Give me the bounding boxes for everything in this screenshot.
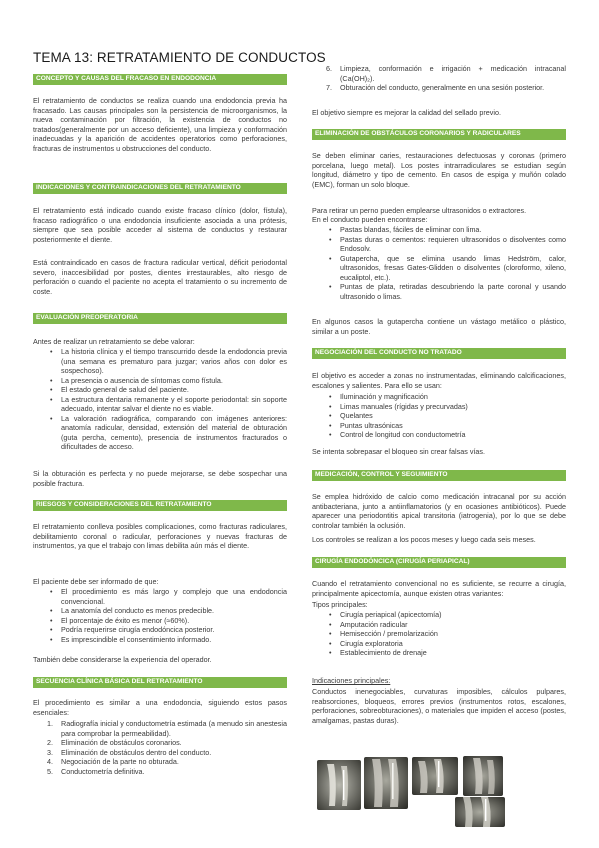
- section-header-secuencia: SECUENCIA CLÍNICA BÁSICA DEL RETRATAMIENTO: [33, 677, 287, 688]
- list-item: • Es imprescindible el consentimiento informado.: [33, 635, 287, 645]
- section-header-negociacion: NEGOCIACIÓN DEL CONDUCTO NO TRATADO: [312, 348, 566, 359]
- paragraph-negociacion-outro: Se intenta sobrepasar el bloqueo sin crear falsas vías.: [312, 447, 485, 456]
- list-item: • Cirugía exploratoria: [312, 639, 566, 649]
- paragraph-eliminacion-conducto: En el conducto pueden encontrarse:: [312, 215, 428, 224]
- paragraph-concepto: El retratamiento de conductos se realiza cuando una endodoncia previa ha fracasado. Las causas principales son la persistencia de microorganismos, la nueva contaminación por filtración, la existencia de conductos no tratados(generalmente por un acceso deficiente), una limpieza y conformación inadecuadas y la aparición de accidentes operatorios como perforaciones, fracturas de instrumentos u obstrucciones del conducto.: [33, 96, 287, 153]
- list-item: • Control de longitud con conductometría: [312, 430, 566, 440]
- paragraph-indicaciones: El retratamiento está indicado cuando existe fracaso clínico (dolor, fístula), fracaso radiográfico o una endodoncia insuficiente asociada a una prótesis, siempre que sea posible acceder al sistema de conductos y restaurar posteriormente el diente.: [33, 206, 287, 244]
- paragraph-controles: Los controles se realizan a los pocos meses y luego cada seis meses.: [312, 535, 536, 544]
- paragraph-eliminacion-perno: Para retirar un perno pueden emplearse ultrasonidos o extractores.: [312, 206, 527, 215]
- section-header-cirugia: CIRUGÍA ENDODÓNCICA (CIRUGÍA PERIAPICAL): [312, 557, 566, 568]
- paragraph-riesgos-intro: El paciente debe ser informado de que:: [33, 577, 159, 586]
- page-title: TEMA 13: RETRATAMIENTO DE CONDUCTOS: [33, 50, 326, 65]
- list-item: • Gutapercha, que se elimina usando limas Hedström, calor, ultrasonidos, fresas Gates-Glidden o disolventes (cloroformo, xileno, eucaliptol, etc.).: [312, 254, 566, 283]
- list-item: 3. Eliminación de obstáculos dentro del conducto.: [47, 747, 212, 757]
- radiograph-image-3: [412, 757, 458, 795]
- list-eliminacion: [312, 225, 566, 301]
- paragraph-cirugia-tipos: Tipos principales:: [312, 600, 368, 609]
- paragraph-medicacion: Se emplea hidróxido de calcio como medicación intracanal por su acción antibacteriana, junto a antiinflamatorios (y en ocasiones antibióticos). Puede aparecer una periodontitis apical transitoria (iatrogenia), por lo que se debe controlar también la oclusión.: [312, 492, 566, 530]
- list-item: • La anatomía del conducto es menos predecible.: [33, 606, 287, 616]
- paragraph-eliminacion: Se deben eliminar caries, restauraciones defectuosas y coronas (primero porcelana, luego metal). Los postes intrarradiculares se estudian según longitud, diámetro y tipo de cemento. En casos de espiga y muñón colado (EMC), forman un solo bloque.: [312, 151, 566, 189]
- section-header-eliminacion: ELIMINACIÓN DE OBSTÁCULOS CORONARIOS Y RADICULARES: [312, 129, 566, 140]
- section-header-medicacion: MEDICACIÓN, CONTROL Y SEGUIMIENTO: [312, 470, 566, 481]
- list-item: • El porcentaje de éxito es menor (≈60%).: [33, 616, 287, 626]
- list-item: 2. Eliminación de obstáculos coronarios.: [47, 738, 182, 747]
- list-item: 4. Negociación de la parte no obturada.: [47, 757, 179, 766]
- radiograph-image-1: [317, 760, 361, 810]
- section-header-indicaciones: INDICACIONES Y CONTRAINDICACIONES DEL RETRATAMIENTO: [33, 183, 287, 194]
- list-item: • Cirugía periapical (apicectomía): [312, 610, 566, 620]
- list-item: • Pastas blandas, fáciles de eliminar con lima.: [312, 225, 566, 235]
- list-item: • Pastas duras o cementos: requieren ultrasonidos o disolventes como Endosolv.: [312, 235, 566, 254]
- section-header-evaluacion: EVALUACIÓN PREOPERATORIA: [33, 313, 287, 324]
- list-negociacion: [312, 392, 566, 440]
- paragraph-riesgos: El retratamiento conlleva posibles complicaciones, como fracturas radiculares, debilitamiento coronal o radicular, perforaciones y nuevas fracturas de instrumentos, ya que el trabajo con limas debilita aún más el diente.: [33, 522, 287, 550]
- list-item: • La presencia o ausencia de síntomas como fístula.: [33, 376, 287, 386]
- list-item: • Iluminación y magnificación: [312, 392, 566, 402]
- paragraph-indicaciones-cirugia: Conductos inenegociables, curvaturas imposibles, cálculos pulpares, reabsorciones, bloqueos, errores previos (instrumentos rotos, escalones, perforaciones, sobreobturaciones), o materiales que impiden el acceso (postes, amalgamas, pastas duras).: [312, 687, 566, 725]
- list-item: • Quelantes: [312, 411, 566, 421]
- list-item: • Amputación radicular: [312, 620, 566, 630]
- list-item: • Podría requerirse cirugía endodóncica posterior.: [33, 625, 287, 635]
- list-item: 1. Radiografía inicial y conductometría estimada (a menudo sin anestesia para comprobar la permeabilidad).: [47, 719, 287, 738]
- list-item: 6. Limpieza, conformación e irrigación + medicación intracanal (Ca(OH)₂).: [326, 64, 566, 83]
- list-item: • Hemisección / premolarización: [312, 629, 566, 639]
- list-item: • El estado general de salud del paciente.: [33, 385, 287, 395]
- paragraph-contraindicaciones: Está contraindicado en casos de fractura radicular vertical, déficit periodontal severo, inaccesibilidad por postes, dientes irrestaurables, alto riesgo de perforación o cuando el paciente no acepta el tratamiento o su incremento de coste.: [33, 258, 287, 296]
- list-item: • Puntas de plata, retiradas descubriendo la parte coronal y usando ultrasonido o limas.: [312, 282, 566, 301]
- list-secuencia: [33, 719, 287, 776]
- paragraph-indicaciones-heading: Indicaciones principales:: [312, 676, 391, 685]
- list-riesgos: [33, 587, 287, 644]
- list-item: 5. Conductometría definitiva.: [47, 766, 145, 776]
- paragraph-secuencia-intro: El procedimiento es similar a una endodoncia, siguiendo estos pasos esenciales:: [33, 698, 287, 717]
- list-secuencia-continuation: [312, 64, 566, 93]
- paragraph-evaluacion-intro: Antes de realizar un retratamiento se debe valorar:: [33, 337, 195, 346]
- list-item: 7. Obturación del conducto, generalmente en una sesión posterior.: [326, 83, 545, 92]
- list-cirugia: [312, 610, 566, 658]
- radiograph-image-5: [455, 797, 505, 827]
- section-header-riesgos: RIESGOS Y CONSIDERACIONES DEL RETRATAMIENTO: [33, 500, 287, 511]
- paragraph-cirugia: Cuando el retratamiento convencional no es suficiente, se recurre a cirugía, principalmente apicectomía, aunque existen otras variantes:: [312, 579, 566, 598]
- list-item: • Establecimiento de drenaje: [312, 648, 566, 658]
- paragraph-eliminacion-outro: En algunos casos la gutapercha contiene un vástago metálico o plástico, similar a un poste.: [312, 317, 566, 336]
- list-item: • La historia clínica y el tiempo transcurrido desde la endodoncia previa (una semana es prematuro para juzgar; varios años con dolor es sospechoso).: [33, 347, 287, 376]
- paragraph-evaluacion-outro: Si la obturación es perfecta y no puede mejorarse, se debe sospechar una posible fractura.: [33, 469, 287, 488]
- list-item: • La estructura dentaria remanente y el soporte periodontal: sin soporte adecuado, intentar salvar el diente no es viable.: [33, 395, 287, 414]
- list-item: • La valoración radiográfica, comparando con imágenes anteriores: anatomía radicular, densidad, extensión del material de obturación (guta percha, cemento), presencia de instrumentos fracturados o dificultades de acceso.: [33, 414, 287, 452]
- paragraph-secuencia-outro: El objetivo siempre es mejorar la calidad del sellado previo.: [312, 108, 501, 117]
- radiograph-image-4: [463, 756, 503, 796]
- radiograph-image-2: [364, 757, 408, 809]
- paragraph-riesgos-outro: También debe considerarse la experiencia del operador.: [33, 655, 212, 664]
- paragraph-negociacion: El objetivo es acceder a zonas no instrumentadas, eliminando calcificaciones, escalones y salientes. Para ello se usan:: [312, 371, 566, 390]
- list-item: • El procedimiento es más largo y complejo que una endodoncia convencional.: [33, 587, 287, 606]
- list-item: • Limas manuales (rígidas y precurvadas): [312, 402, 566, 412]
- list-item: • Puntas ultrasónicas: [312, 421, 566, 431]
- section-header-concepto: CONCEPTO Y CAUSAS DEL FRACASO EN ENDODONCIA: [33, 74, 287, 85]
- list-evaluacion: [33, 347, 287, 452]
